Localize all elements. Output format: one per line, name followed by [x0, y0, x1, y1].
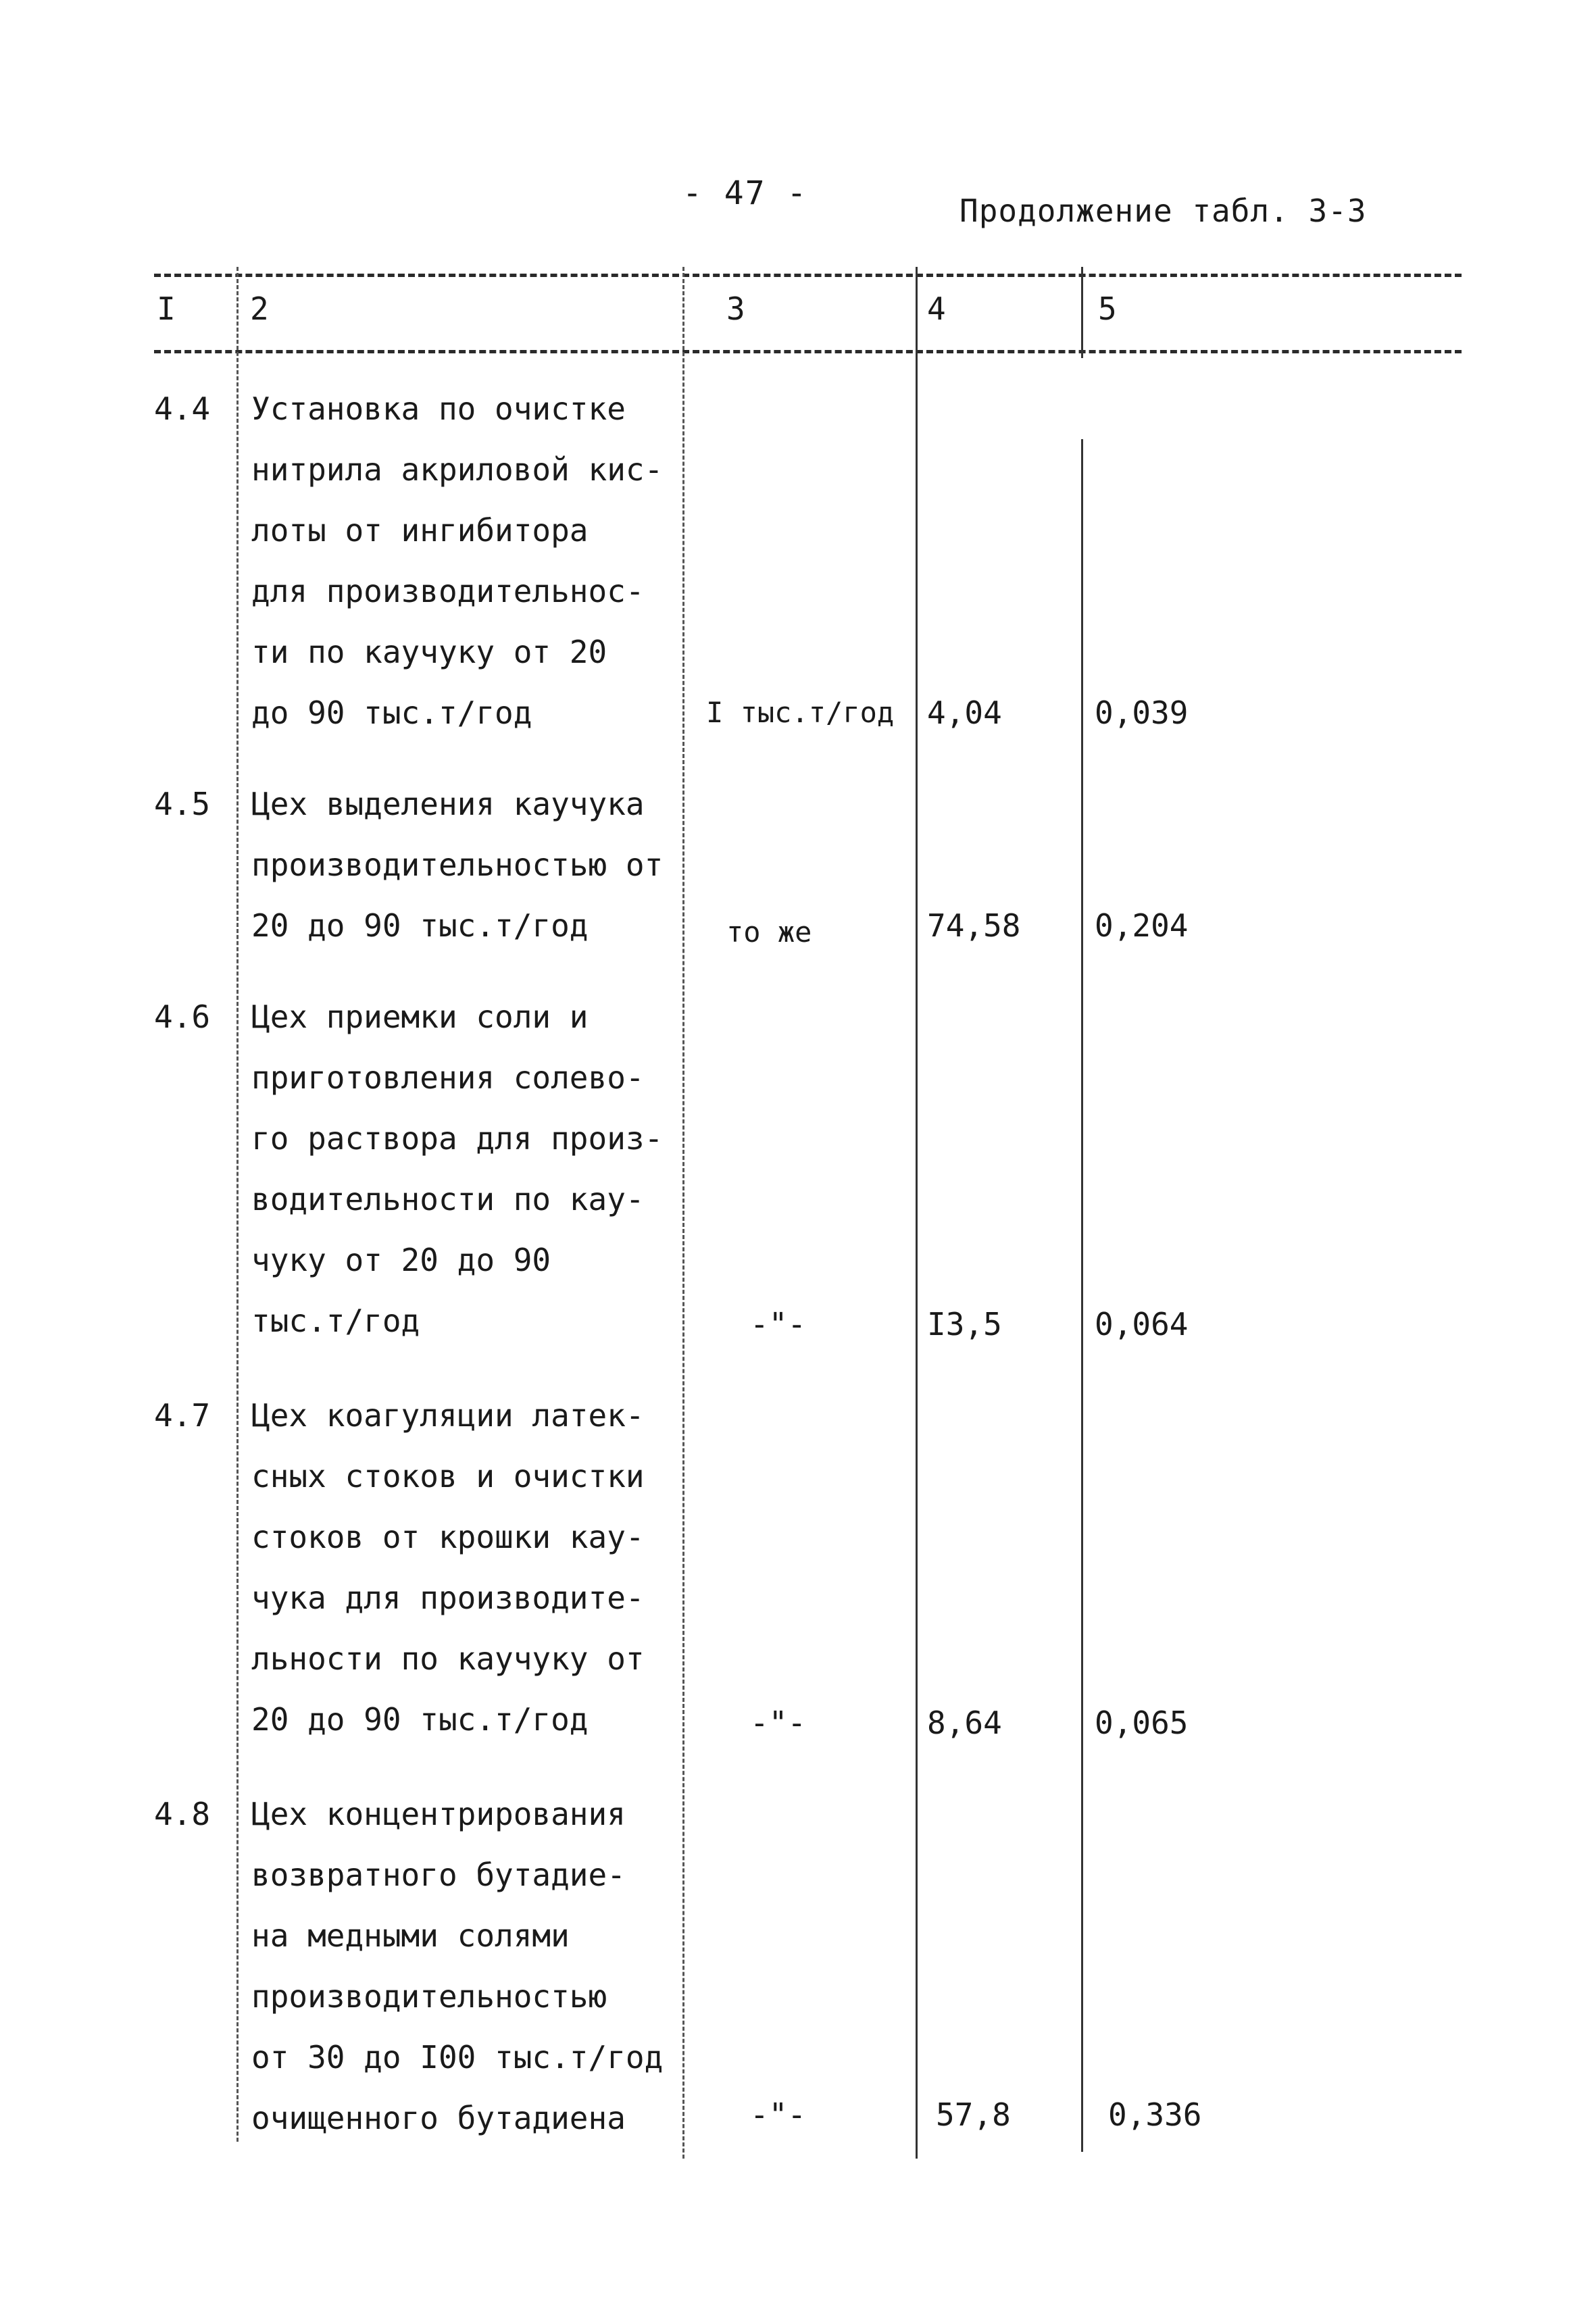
description-line: сных стоков и очистки [251, 1458, 645, 1494]
description-line: чука для производите- [251, 1580, 645, 1616]
column-header-4: 4 [927, 291, 946, 327]
description-line: стоков от крошки кау- [251, 1519, 645, 1555]
description-line: очищенного бутадиена [251, 2100, 626, 2136]
column-rule-4-body [1081, 439, 1083, 2152]
description-line: от 30 до I00 тыс.т/год [251, 2039, 664, 2076]
description-line: для производительнос- [251, 573, 645, 609]
column-rule-3 [916, 267, 918, 2159]
column-header-1: I [157, 291, 176, 327]
row-unit: -"- [750, 2096, 807, 2133]
row-description [251, 1385, 645, 1750]
description-line: 20 до 90 тыс.т/год [251, 1701, 589, 1738]
column-header-2: 2 [250, 291, 269, 327]
row-number: 4.7 [154, 1397, 211, 1434]
description-line: льности по каучуку от [251, 1640, 645, 1677]
column-header-5: 5 [1098, 291, 1117, 327]
description-line: нитрила акриловой кис- [251, 451, 664, 488]
description-line: Установка по очистке [251, 391, 626, 427]
description-line: Цех приемки соли и [251, 999, 589, 1035]
description-line: до 90 тыс.т/год [251, 695, 532, 731]
row-value-col4: 4,04 [927, 695, 1002, 731]
row-value-col4: 74,58 [927, 907, 1021, 944]
page-number: - 47 - [682, 174, 808, 212]
description-line: го раствора для произ- [251, 1120, 664, 1157]
description-line: чуку от 20 до 90 [251, 1242, 551, 1278]
column-rule-2 [682, 267, 684, 2159]
row-unit: I тыс.т/год [706, 696, 895, 729]
description-line: Цех выделения каучука [251, 786, 645, 822]
row-unit: -"- [750, 1705, 807, 1741]
row-value-col4: 8,64 [927, 1705, 1002, 1741]
description-line: Цех коагуляции латек- [251, 1397, 645, 1434]
row-value-col4: 57,8 [936, 2096, 1011, 2133]
row-value-col4: I3,5 [927, 1306, 1002, 1342]
column-rule-1 [236, 267, 239, 2142]
description-line: возвратного бутадие- [251, 1857, 626, 1893]
row-unit: -"- [750, 1306, 807, 1342]
description-line: Цех концентрирования [251, 1796, 626, 1832]
row-value-col5: 0,336 [1108, 2096, 1202, 2133]
row-description [251, 986, 663, 1351]
column-header-3: 3 [726, 291, 745, 327]
description-line: ти по каучуку от 20 [251, 634, 607, 670]
row-description [251, 774, 663, 956]
header-top-rule [154, 274, 1462, 277]
table-continuation-caption: Продолжение табл. 3-3 [959, 193, 1367, 229]
row-unit: то же [726, 915, 812, 949]
row-number: 4.5 [154, 786, 211, 822]
description-line: производительностью [251, 1978, 607, 2015]
row-value-col5: 0,039 [1095, 695, 1189, 731]
row-number: 4.8 [154, 1796, 211, 1832]
row-value-col5: 0,064 [1095, 1306, 1189, 1342]
row-value-col5: 0,065 [1095, 1705, 1189, 1741]
row-description [251, 378, 663, 743]
description-line: приготовления солево- [251, 1059, 645, 1096]
description-line: 20 до 90 тыс.т/год [251, 907, 589, 944]
row-value-col5: 0,204 [1095, 907, 1189, 944]
description-line: водительности по кау- [251, 1181, 645, 1217]
description-line: тыс.т/год [251, 1303, 420, 1339]
description-line: лоты от ингибитора [251, 512, 589, 549]
header-bottom-rule [154, 350, 1462, 353]
description-line: на медными солями [251, 1917, 570, 1954]
column-rule-4 [1081, 267, 1083, 358]
row-number: 4.4 [154, 391, 211, 427]
description-line: производительностью от [251, 847, 664, 883]
row-number: 4.6 [154, 999, 211, 1035]
row-description [251, 1784, 663, 2148]
